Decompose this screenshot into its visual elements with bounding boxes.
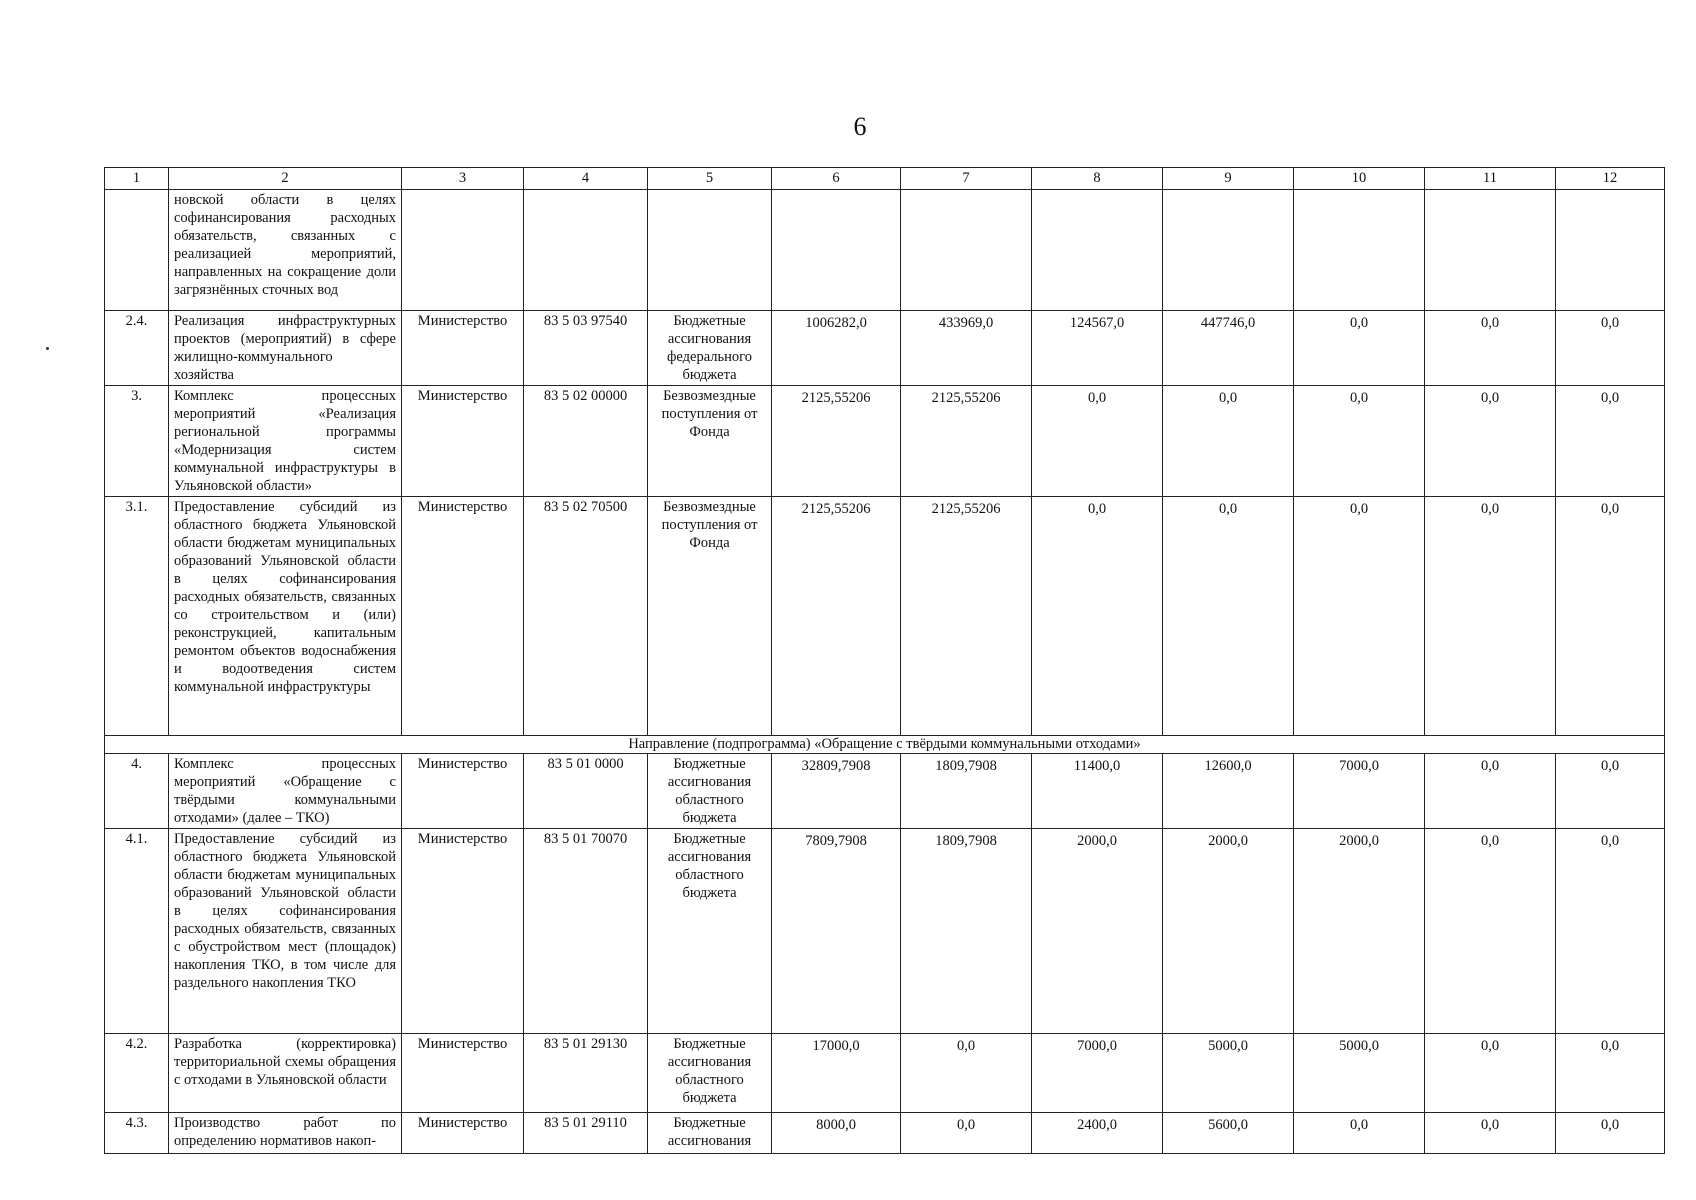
measure-name: Комплекс процессных мероприятий «Реализация региональной программы «Модернизация систем коммунальной инфраструктуры в Ульяновской области» [169,386,402,497]
amount-cell: 0,0 [1294,1113,1425,1154]
amount-cell: 0,0 [1032,497,1163,736]
amount-cell: 0,0 [1556,829,1665,1034]
measure-name: Предоставление субсидий из областного бюджета Ульяновской области бюджетам муниципальных образований Ульяновской области в целях софинансирования расходных обязательств, связанных со строительством и (или) реконструкцией, капитальным ремонтом объектов водоснабжения и водоотведения систем коммунальной инфраструктуры [169,497,402,736]
budget-code: 83 5 03 97540 [524,311,648,386]
table-row [105,754,1665,829]
column-number-cell: 11 [1425,168,1556,190]
amount-cell: 0,0 [1425,829,1556,1034]
measure-name: Реализация инфраструктурных проектов (мероприятий) в сфере жилищно-коммунального хозяйства [169,311,402,386]
executor: Министерство [402,386,524,497]
row-number [105,190,169,311]
amount-cell: 2000,0 [1032,829,1163,1034]
table-row [105,829,1665,1034]
amount-cell [1032,190,1163,311]
amount-cell: 5600,0 [1163,1113,1294,1154]
amount-cell: 0,0 [1556,754,1665,829]
amount-cell: 7000,0 [1032,1034,1163,1113]
budget-code: 83 5 01 70070 [524,829,648,1034]
amount-cell: 0,0 [901,1034,1032,1113]
table-row [105,497,1665,736]
amount-cell: 0,0 [1294,386,1425,497]
amount-cell: 8000,0 [772,1113,901,1154]
row-number: 2.4. [105,311,169,386]
table-row [105,190,1665,311]
amount-cell: 12600,0 [1163,754,1294,829]
amount-cell: 17000,0 [772,1034,901,1113]
executor: Министерство [402,1034,524,1113]
amount-cell: 0,0 [1032,386,1163,497]
scan-speck [46,347,49,350]
table-row [105,386,1665,497]
amount-cell: 0,0 [1425,311,1556,386]
executor: Министерство [402,1113,524,1154]
executor: Министерство [402,754,524,829]
amount-cell: 1809,7908 [901,754,1032,829]
funding-source: Бюджетные ассигнования [648,1113,772,1154]
amount-cell: 32809,7908 [772,754,901,829]
amount-cell: 2000,0 [1163,829,1294,1034]
amount-cell: 5000,0 [1163,1034,1294,1113]
amount-cell: 0,0 [1425,1034,1556,1113]
section-title: Направление (подпрограмма) «Обращение с твёрдыми коммунальными отходами» [105,736,1665,754]
page-number: 6 [853,112,867,141]
amount-cell: 2125,55206 [772,386,901,497]
row-number: 4. [105,754,169,829]
funding-source: Безвозмездные поступления от Фонда [648,497,772,736]
amount-cell: 0,0 [1425,1113,1556,1154]
column-number-cell: 6 [772,168,901,190]
measure-name: Комплекс процессных мероприятий «Обращение с твёрдыми коммунальными отходами» (далее – ТКО) [169,754,402,829]
budget-table [104,167,1665,1154]
amount-cell [1163,190,1294,311]
amount-cell: 1809,7908 [901,829,1032,1034]
amount-cell [901,190,1032,311]
amount-cell [772,190,901,311]
budget-code: 83 5 02 00000 [524,386,648,497]
funding-source: Бюджетные ассигнования областного бюджета [648,829,772,1034]
column-number-cell: 7 [901,168,1032,190]
executor: Министерство [402,829,524,1034]
executor: Министерство [402,497,524,736]
amount-cell: 0,0 [1163,386,1294,497]
measure-name: Предоставление субсидий из областного бюджета Ульяновской области бюджетам муниципальных образований Ульяновской области в целях софинансирования расходных обязательств, связанных с обустройством мест (площадок) накопления ТКО, в том числе для раздельного накопления ТКО [169,829,402,1034]
amount-cell: 11400,0 [1032,754,1163,829]
funding-source: Бюджетные ассигнования федерального бюджета [648,311,772,386]
column-number-cell: 9 [1163,168,1294,190]
amount-cell: 2125,55206 [901,386,1032,497]
amount-cell: 0,0 [1556,497,1665,736]
amount-cell: 1006282,0 [772,311,901,386]
row-number: 3. [105,386,169,497]
measure-name: новской области в целях софинансирования расходных обязательств, связанных с реализацией мероприятий, направленных на сокращение доли загрязнённых сточных вод [169,190,402,311]
column-number-cell: 3 [402,168,524,190]
amount-cell: 0,0 [1425,386,1556,497]
executor: Министерство [402,311,524,386]
amount-cell [1556,190,1665,311]
column-number-cell: 2 [169,168,402,190]
amount-cell: 433969,0 [901,311,1032,386]
table-row [105,1113,1665,1154]
column-number-cell: 10 [1294,168,1425,190]
amount-cell: 2000,0 [1294,829,1425,1034]
column-number-cell: 8 [1032,168,1163,190]
measure-name: Разработка (корректировка) территориальной схемы обращения с отходами в Ульяновской области [169,1034,402,1113]
table-row [105,311,1665,386]
budget-code: 83 5 02 70500 [524,497,648,736]
table-row [105,1034,1665,1113]
amount-cell: 7000,0 [1294,754,1425,829]
amount-cell: 2400,0 [1032,1113,1163,1154]
section-header-row [105,736,1665,754]
amount-cell: 124567,0 [1032,311,1163,386]
budget-code: 83 5 01 29110 [524,1113,648,1154]
funding-source: Безвозмездные поступления от Фонда [648,386,772,497]
funding-source: Бюджетные ассигнования областного бюджета [648,754,772,829]
measure-name: Производство работ по определению нормативов накоп- [169,1113,402,1154]
amount-cell: 0,0 [1425,754,1556,829]
column-number-cell: 4 [524,168,648,190]
amount-cell: 0,0 [1556,386,1665,497]
row-number: 4.1. [105,829,169,1034]
amount-cell: 0,0 [1556,1034,1665,1113]
amount-cell: 0,0 [1294,311,1425,386]
amount-cell [1425,190,1556,311]
row-number: 3.1. [105,497,169,736]
amount-cell: 5000,0 [1294,1034,1425,1113]
column-number-cell: 1 [105,168,169,190]
amount-cell: 2125,55206 [901,497,1032,736]
amount-cell: 0,0 [1163,497,1294,736]
funding-source [648,190,772,311]
row-number: 4.2. [105,1034,169,1113]
column-number-cell: 5 [648,168,772,190]
row-number: 4.3. [105,1113,169,1154]
budget-code: 83 5 01 0000 [524,754,648,829]
amount-cell [1294,190,1425,311]
budget-code: 83 5 01 29130 [524,1034,648,1113]
amount-cell: 7809,7908 [772,829,901,1034]
amount-cell: 0,0 [1294,497,1425,736]
amount-cell: 447746,0 [1163,311,1294,386]
column-number-cell: 12 [1556,168,1665,190]
amount-cell: 0,0 [901,1113,1032,1154]
funding-source: Бюджетные ассигнования областного бюджета [648,1034,772,1113]
amount-cell: 0,0 [1425,497,1556,736]
amount-cell: 0,0 [1556,1113,1665,1154]
column-number-row [105,168,1665,190]
executor [402,190,524,311]
budget-code [524,190,648,311]
amount-cell: 0,0 [1556,311,1665,386]
amount-cell: 2125,55206 [772,497,901,736]
